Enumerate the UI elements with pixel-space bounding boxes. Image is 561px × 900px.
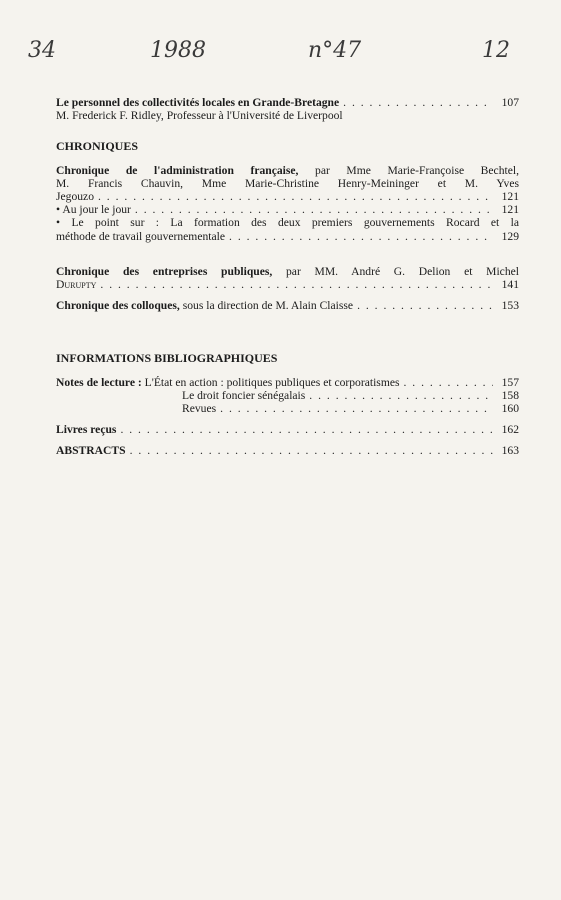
toc-entry-admin-line2: M. Francis Chauvin, Mme Marie-Christine Henry-Meininger et M. Yves: [56, 176, 519, 190]
page-number: 121: [501, 203, 519, 217]
leader-dots: [94, 190, 493, 203]
page-number: 158: [501, 388, 519, 402]
toc-entry-personnel: [56, 96, 519, 109]
section-heading-informations: INFORMATIONS BIBLIOGRAPHIQUES: [56, 351, 278, 366]
toc-entry-livres: [56, 423, 519, 436]
page-number: 163: [501, 444, 519, 458]
entry-title: Revues: [182, 402, 217, 416]
entry-title: méthode de travail gouvernementale: [56, 229, 226, 243]
entry-title: Chronique des colloques,: [56, 299, 180, 313]
page-number: 107: [501, 96, 519, 109]
handwritten-note-number: n°47: [308, 38, 362, 63]
entry-title: Le droit foncier sénégalais: [182, 388, 306, 402]
leader-dots: [305, 389, 493, 402]
entry-title: ABSTRACTS: [56, 444, 126, 458]
entry-author: M. Frederick F. Ridley, Professeur à l'Université de Liverpool: [56, 109, 343, 123]
leader-dots: [216, 402, 493, 415]
toc-entry-notes-item1: [56, 376, 519, 389]
leader-dots: [116, 423, 493, 436]
section-heading-chroniques: CHRONIQUES: [56, 139, 139, 154]
leader-dots: [353, 299, 493, 312]
notes-label: Notes de lecture :: [56, 375, 142, 389]
page-number: 121: [501, 190, 519, 204]
leader-dots: [225, 230, 493, 243]
leader-dots: [400, 376, 494, 389]
toc-entry-point-line1: • Le point sur : La formation des deux premiers gouvernements Rocard et la: [56, 216, 519, 230]
page-number: 162: [501, 423, 519, 437]
toc-entry-notes-item2: [56, 389, 519, 402]
toc-entry-point-line2: [56, 230, 519, 243]
page-number: 160: [501, 402, 519, 416]
toc-entry-notes-item3: [56, 402, 519, 415]
entry-author: Jegouzo: [56, 190, 94, 204]
leader-dots: [339, 96, 493, 109]
handwritten-note-year: 1988: [150, 38, 206, 63]
entry-title: Le personnel des collectivités locales en Grande-Bretagne: [56, 96, 340, 109]
page-number: 129: [501, 229, 519, 243]
toc-entry-entreprises-line1: Chronique des entreprises publiques, par MM. André G. Delion et Michel: [56, 264, 519, 278]
toc-entry-jour: [56, 203, 519, 216]
toc-entry-entreprises-line2: [56, 278, 519, 291]
leader-dots: [131, 203, 493, 216]
leader-dots: [126, 444, 493, 457]
toc-entry-abstracts: [56, 444, 519, 457]
page-number: 153: [501, 299, 519, 313]
table-of-contents: [56, 96, 519, 458]
entry-title: Livres reçus: [56, 423, 117, 437]
toc-entry-admin-line3: [56, 190, 519, 203]
leader-dots: [96, 278, 493, 291]
handwritten-note-page: 12: [482, 38, 510, 63]
entry-title: L'État en action : politiques publiques et corporatismes: [144, 375, 400, 389]
page-number: 157: [501, 375, 519, 389]
page-number: 141: [501, 278, 519, 292]
handwritten-note-volume: 34: [28, 38, 56, 63]
entry-title: • Au jour le jour: [56, 203, 131, 217]
toc-entry-colloques: [56, 299, 519, 312]
toc-entry-admin-line1: Chronique de l'administration française, par Mme Marie-Françoise Bechtel,: [56, 163, 519, 177]
entry-author: sous la direction de M. Alain Claisse: [182, 299, 354, 313]
entry-author: Durupty: [56, 278, 97, 292]
